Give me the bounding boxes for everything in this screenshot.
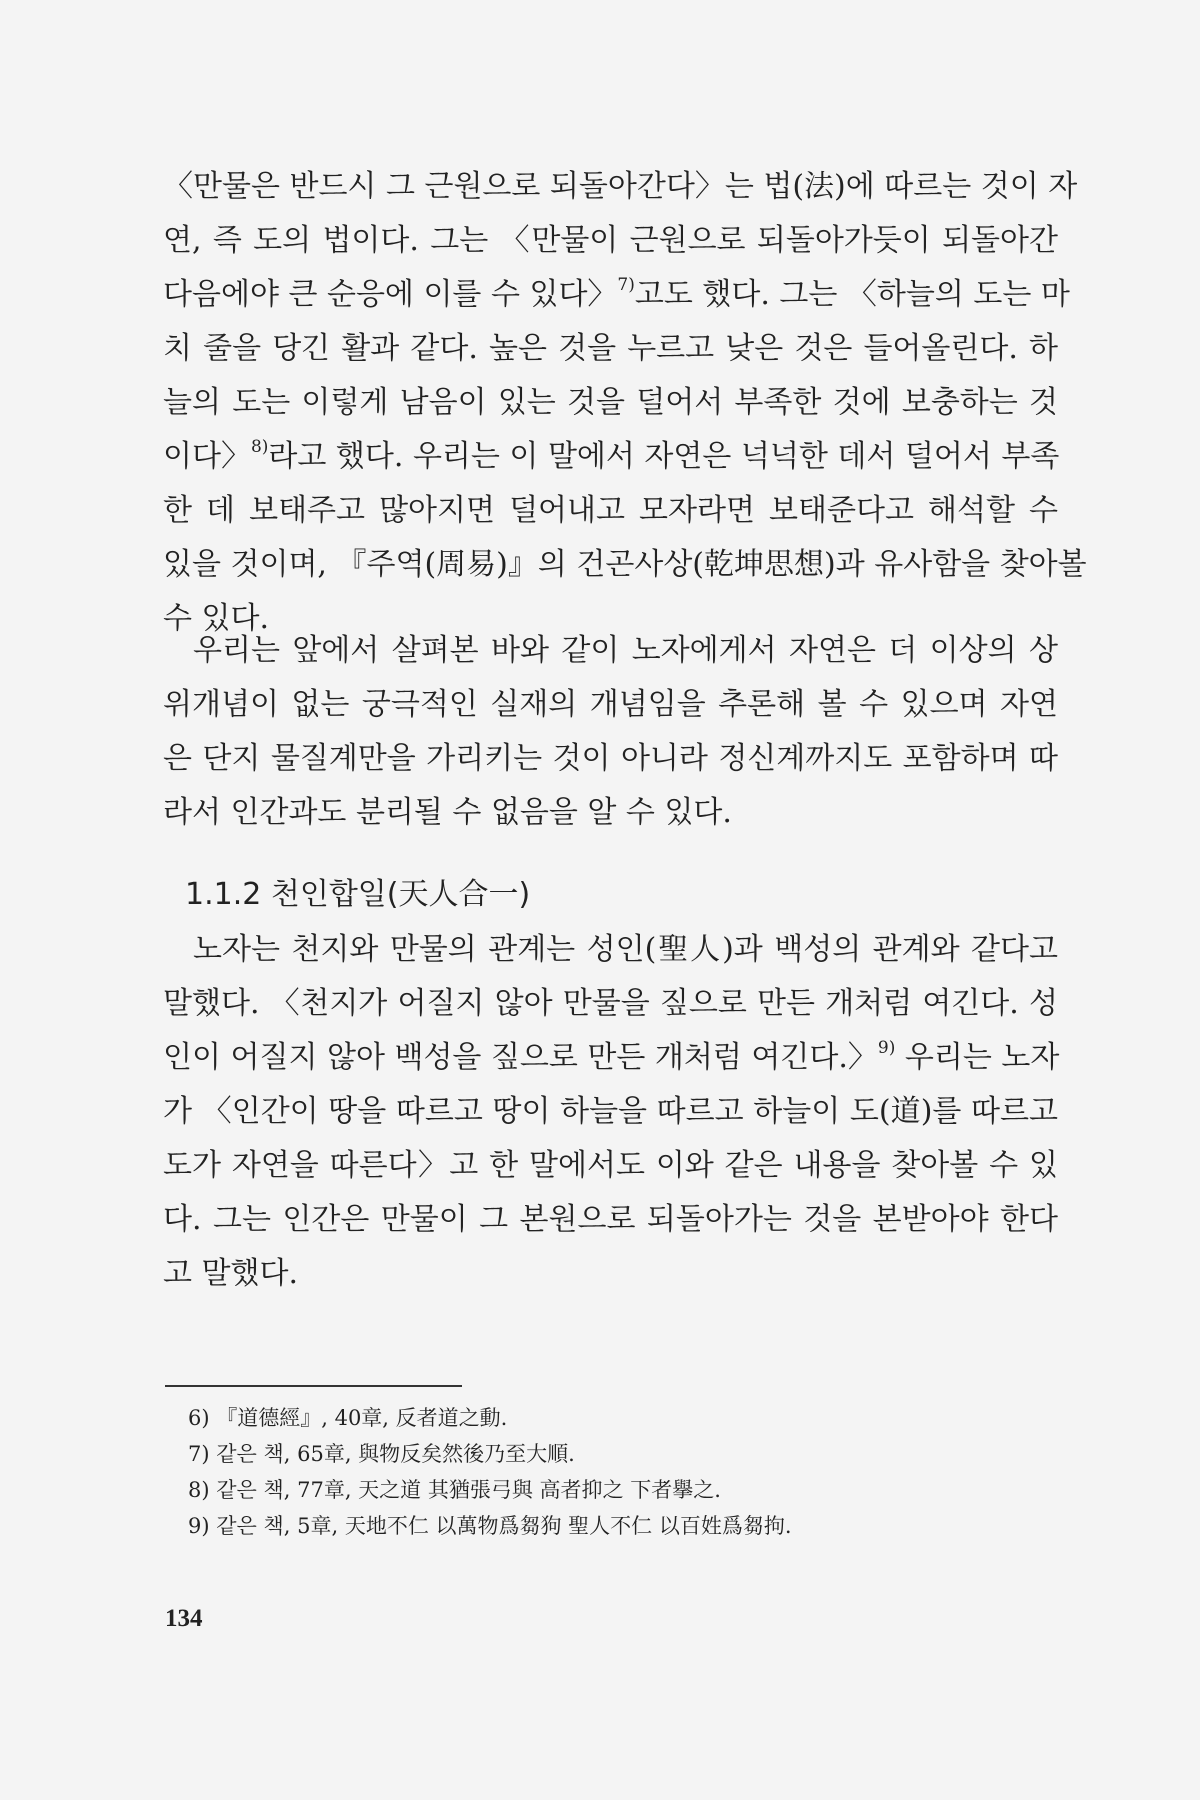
text-line: 말했다. 〈천지가 어질지 않아 만물을 짚으로 만든 개처럼 여긴다. 성: [163, 986, 1058, 1021]
text-line: 위개념이 없는 궁극적인 실재의 개념임을 추론해 볼 수 있으며 자연: [163, 687, 1058, 722]
text-line: 연, 즉 도의 법이다. 그는 〈만물이 근원으로 되돌아가듯이 되돌아간: [163, 223, 1058, 258]
text-line: 가 〈인간이 땅을 따르고 땅이 하늘을 따르고 하늘이 도(道)를 따르고: [163, 1094, 1058, 1129]
text-segment: 라고 했다. 우리는 이 말에서 자연은 넉넉한 데서 덜어서 부족: [268, 439, 1060, 474]
footnote-9: 9) 같은 책, 5章, 天地不仁 以萬物爲芻狗 聖人不仁 以百姓爲芻拘.: [188, 1514, 792, 1538]
text-segment: 우리는 노자: [895, 1040, 1060, 1075]
text-segment: 다음에야 큰 순응에 이를 수 있다〉: [163, 277, 618, 312]
text-segment: 이다〉: [163, 439, 251, 474]
text-line: 있을 것이며, 『주역(周易)』의 건곤사상(乾坤思想)과 유사함을 찾아볼: [163, 547, 1087, 582]
footnotes: [188, 1400, 1028, 1544]
text-line: 수 있다.: [163, 601, 270, 636]
text-line: 〈만물은 반드시 그 근원으로 되돌아간다〉는 법(法)에 따르는 것이 자: [163, 169, 1078, 204]
footnote-ref-7[interactable]: 7): [617, 275, 635, 295]
paragraph-1: [163, 160, 1087, 646]
paragraph-2: [163, 624, 1058, 840]
text-line: 노자는 천지와 만물의 관계는 성인(聖人)과 백성의 관계와 같다고: [193, 932, 1058, 967]
text-line: [163, 430, 1058, 484]
footnote-6: 6) 『道德經』, 40章, 反者道之動.: [188, 1406, 508, 1430]
footnote-divider: [165, 1385, 462, 1387]
text-line: 도가 자연을 따른다〉고 한 말에서도 이와 같은 내용을 찾아볼 수 있: [163, 1148, 1058, 1183]
text-line: 라서 인간과도 분리될 수 없음을 알 수 있다.: [163, 795, 732, 830]
text-segment: 고도 했다. 그는 〈하늘의 도는 마: [634, 277, 1070, 312]
footnote-ref-9[interactable]: 9): [877, 1038, 896, 1058]
footnote-ref-8[interactable]: 8): [250, 437, 269, 457]
text-line: [163, 1031, 1058, 1085]
text-line: 다. 그는 인간은 만물이 그 본원으로 되돌아가는 것을 본받아야 한다: [163, 1202, 1058, 1237]
page-number: 134: [165, 1605, 203, 1632]
section-heading: 1.1.2 천인합일(天人合一): [185, 877, 531, 912]
footnote-8: 8) 같은 책, 77章, 天之道 其猶張弓與 高者抑之 下者擧之.: [188, 1478, 721, 1502]
text-line: 고 말했다.: [163, 1256, 298, 1291]
text-line: 우리는 앞에서 살펴본 바와 같이 노자에게서 자연은 더 이상의 상: [193, 633, 1058, 668]
paragraph-3: [163, 923, 1058, 1301]
text-line: [163, 268, 1070, 322]
text-line: 은 단지 물질계만을 가리키는 것이 아니라 정신계까지도 포함하며 따: [163, 741, 1058, 776]
text-line: 늘의 도는 이렇게 남음이 있는 것을 덜어서 부족한 것에 보충하는 것: [163, 385, 1058, 420]
text-segment: 인이 어질지 않아 백성을 짚으로 만든 개처럼 여긴다.〉: [163, 1040, 878, 1075]
text-line: 치 줄을 당긴 활과 같다. 높은 것을 누르고 낮은 것은 들어올린다. 하: [163, 331, 1058, 366]
text-line: 한 데 보태주고 많아지면 덜어내고 모자라면 보태준다고 해석할 수: [163, 493, 1058, 528]
footnote-7: 7) 같은 책, 65章, 與物反矣然後乃至大順.: [188, 1442, 575, 1466]
